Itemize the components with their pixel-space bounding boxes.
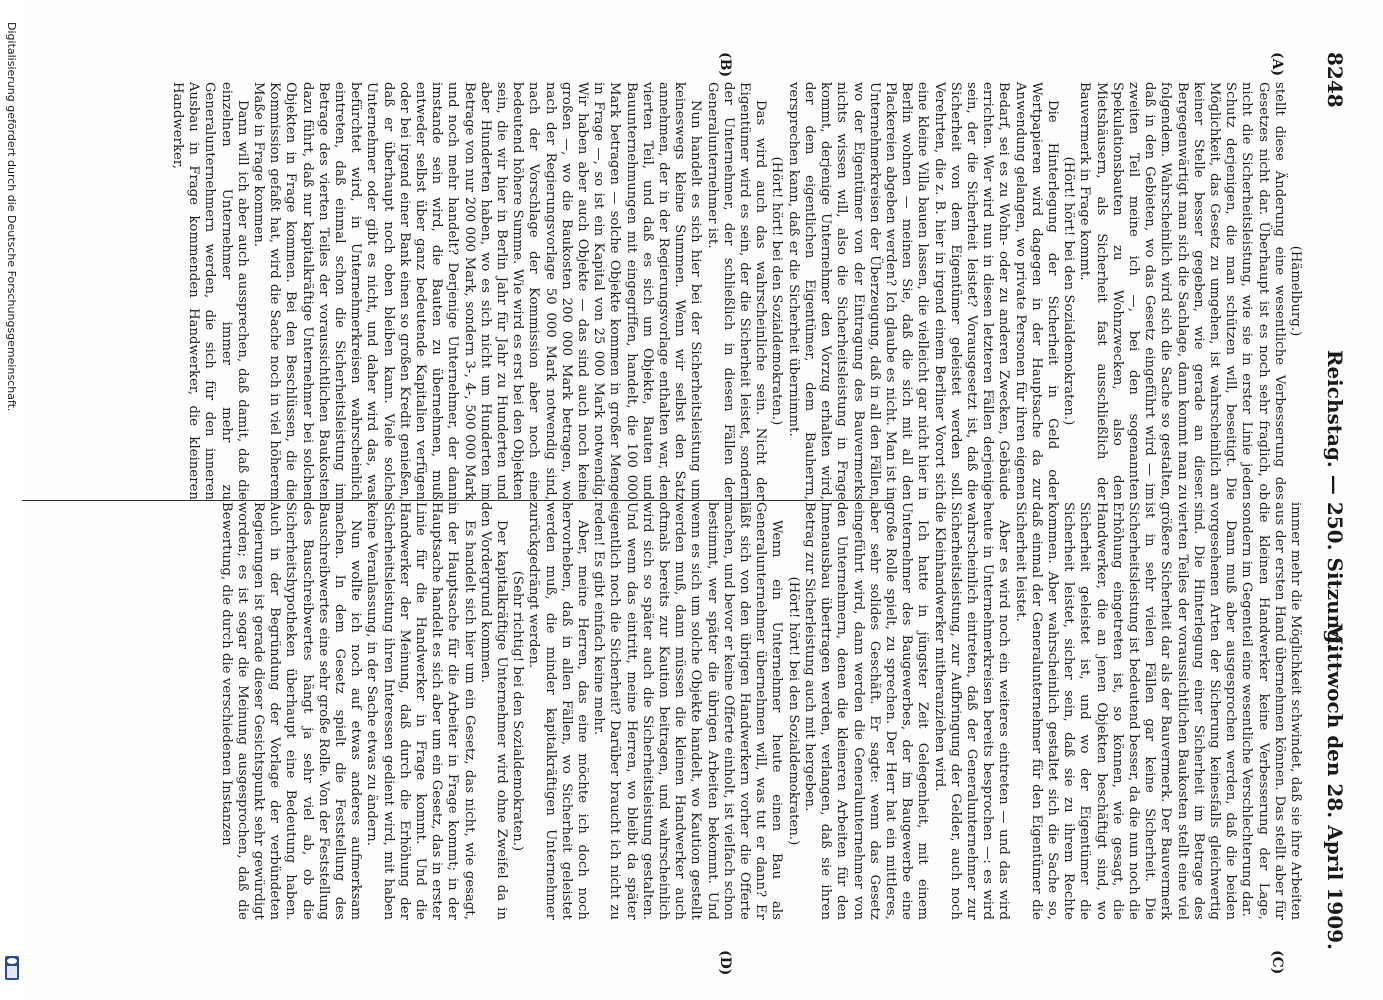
paragraph: Aber, meine Herren, das eine möchte ich doch noch hervorheben, daß in allen Fällen, wo Sicherheit geleistet werden muß, die minder kapitalkräftigen Unternehmer zurückgedrängt werden. [526,502,591,920]
right-column [217,502,1303,920]
paragraph: Dann will ich aber auch aussprechen, daß damit, daß die einzelnen Unternehmer immer mehr zu Generalunternehmern werden, die sich für den inneren Ausbau in Frage kommenden Handwerker, die kleineren Handwerker, [169,82,250,500]
paragraph: Die Hinterlegung der Sicherheit in Geld oder Wertpapieren wird dagegen in der Hauptsache da zur Anwendung gelangen, wo private Personen für ihren eigenen Bedarf, sei es zu Wohn- oder zu anderen Zwecken, Gebäude errichten. Wer wird nun in diesen letzteren Fällen derjenige sein, der die Sicherheit leistet? Vorausgesetzt ist, daß die Sicherheit von dem Eigentümer geleistet werden soll. Verehrten, die z. B. hier in irgend einem Berliner Vorort sich eine kleine Villa bauen lassen, die vielleicht gar nicht hier in Berlin wohnen — meinen Sie, daß die sich mit all den Plackereien abgeben werden? Ich glaube es nicht. Man ist in Unternehmerkreisen der Überzeugung, daß in all den Fällen, wo der Eigentümer von der Eintragung des Bauvermerks nichts wissen will, also die Sicherheitsleistung in Frage kommt, derjenige Unternehmer den Vorzug erhalten wird, der dem eigentlichen Eigentümer, dem Bauherrn, versprechen kann, daß er die Sicherheit übernimmt. [785,82,1060,500]
paragraph: immer mehr die Möglichkeit schwindet, daß sie ihre Arbeiten aus der ersten Hand übernehmen können. Das stellt aber für die kleinen Handwerker keine Verbesserung der Lage, sondern im Gegenteil eine wesentliche Verschlechterung dar. [1239,502,1303,920]
margin-marker-a: (A) [1269,52,1285,77]
paragraph: Der kapitalkräftige Unternehmer wird ohne Zweifel da in den Vordergrund kommen. [477,502,510,920]
dfg-logo-icon [5,956,19,980]
paragraph: Wenn ein Unternehmer heute einen Bau als Generalunternehmer übernehmen will, was tut er dann? Er läßt sich von den übrigen Handwerkern vorher die Offerte machen, und bevor er keine Offerte einholt, ist vielfach schon bestimmt, wer später die übrigen Arbeiten bekommt. Und wenn es sich um solche Objekte handelt, wo Kaution gestellt werden muß, dann müssen die kleinen Handwerker auch oftmals bereits zur Kaution beitragen, und wahrscheinlich wird sich so später auch die Sicherheitsleistung gestalten. Und wenn das eintritt, meine Herren, wo bleibt da später eigentlich noch die Sicherheit? Darüber braucht ich nicht zu reden! Es gibt einfach keine mehr. [591,502,785,920]
interjection: (Hört! hört! bei den Sozialdemokraten.) [1061,156,1077,426]
paragraph: Aber es wird noch ein weiteres eintreten — und das wird heute in Unternehmerkreisen bereits besprochen —: es wird wahrscheinlich eintreten, daß der Generalunternehmer zur Sicherheitsleistung, zur Aufbringung der Gelder, auch noch die Kleinhandwerker mitheranziehen wird. [931,502,1012,920]
paragraph: Dann muß aber ausgesprochen werden, daß die beiden vorgesehenen Arten der Sicherung keinesfalls gleichwertig sind. Die Hinterlegung einer Sicherheit im Betrage des vierten Teiles der voraussichtlichen Baukosten stellt eine viel größere Sicherheit dar als der Bauvermerk. Der Bauvermerk ist in sehr vielen Fällen gar keine Sicherheit. Die Sicherheitsleistung ist bedeutend besser, da die nun noch die Erhöhung eingetreten ist, so können, wie gesagt, die Handwerker, die an jenen Objekten beschäftigt sind, wo Sicherheit geleistet ist, und wo der Eigentümer die Sicherheit leistet, sicher sein, daß sie zu ihrem Rechte kommen. Aber wahrscheinlich gestaltet sich die Sache so, daß einmal der Generalunternehmer für den Eigentümer die Sicherheit leistet. [1012,502,1239,920]
session-date: Mittwoch den 28. April 1909. [1323,622,1347,950]
paragraph: Nun wollte ich noch auf etwas anderes aufmerksam machen. In dem Gesetz spielt die Feststellung des Bauschreibwertes eine sehr große Rolle. Von der Feststellung des Bauschreibwertes hängt ja sehr viel ab, ob die Sicherheitshypotheken überhaupt eine Bedeutung haben. Auch in der Begründung der Vorlage der verbündeten Regierungen ist gerade dieser Gesichtspunkt sehr gewürdigt worden; es ist sogar die Meinung ausgesprochen, daß die Bewertung, die durch die verschiedenen Instanzen [218,502,364,920]
interjection: (Hämelburg.) [1288,245,1303,337]
column-divider [13,500,893,501]
interjection: (Sehr richtig! bei den Sozialdemokraten.) [510,570,526,852]
footer [0,0,22,1000]
page-title: Reichstag. — 250. Sitzung. [1323,349,1347,651]
margin-marker-c: (C) [1269,950,1285,975]
page-header [1313,30,1353,970]
paragraph: Nun handelt es sich hier bei der Sicherheitsleistung um keineswegs kleine Summen. Wenn wir selbst den Satz annehmen, der in der Regierungsvorlage enthalten war, den vierten Teil, und daß es sich um Objekte, Bauten und Bauunternehmungen mit eingegriffen, handelt, die 100 000 Mark betragen — solche Objekte kommen in großer Menge in Frage —, so ist ein Kapital von 25 000 Mark notwendig. Wir haben aber auch Objekte — das sind auch noch keine großen —, wo die Baukosten 200 000 Mark betragen, wo nach der Regierungsvorlage 50 000 Mark notwendig sind, nach der Vorschlage der Kommission aber noch eine bedeutend höhere Summe. Wie wird es erst bei den Objekten sein, die wir hier in Berlin Jahr für Jahr zu Hunderten und aber Hunderten haben, wo es sich nicht um Hunderten im Betrage von nur 200 000 Mark, sondern 3-, 4-, 500 000 Mark und noch mehr handelt? Derjenige Unternehmer, der dann imstande sein wird, die Bauten zu übernehmen, muß entweder selbst über ganz bedeutende Kapitalien verfügen oder bei irgend einer Bank einen so großen Kredit genießen, daß er überhaupt noch oben bleiben kann. Viele solche Unternehmer oder gibt es nicht, und daher wird das, was befürchtet wird, in Unternehmerkreisen wahrscheinlich eintreten, daß einmal schon die Sicherheitsleistung im Betrage des vierten Teiles der voraussichtlichen Baukosten dazu führt, daß nur kapitalkräftige Unternehmer bei solchen Objekten in Frage kommen. Bei den Beschlüssen, die die Kommission gefaßt hat, wird die Sache noch in viel höherem Maße in Frage kommen. [251,82,704,500]
paragraph: Es handelt sich hier um ein Gesetz, das nicht, wie gesagt, in der Hauptsache für die Arbeiter in Frage kommt; in der Hauptsache handelt es sich aber um ein Gesetz, das in erster Linie für die Handwerker in Frage kommt. Und die Handwerker der Meinung, daß durch die Erhöhung der Sicherheitsleistung ihren Interessen gedient wird, mit haben keine Veranlassung, in der Sache etwas zu ändern. [364,502,477,920]
page-number: 8248 [1323,52,1347,108]
paragraph: Das wird auch das wahrscheinliche sein. Nicht der Eigentümer wird es sein, der die Sicherheit leistet, sondern der Unternehmer, der schließlich in diesen Fällen der Generalunternehmer ist. [704,82,769,500]
margin-marker-d: (D) [717,950,733,976]
margin-marker-b: (B) [717,52,733,78]
left-column [169,82,1303,500]
paragraph: Ich hatte in jüngster Zeit Gelegenheit, mit einem Unternehmer des Baugewerbes, der im Baugewerbe eine große Rolle spielt, zu sprechen. Der Herr hat ein mittleres, aber sehr solides Geschäft. Er sagte: wenn das Gesetz eingeführt wird, dann werden die Generalunternehmer von den Unternehmern, denen die kleineren Arbeiten für den Innenausbau übertragen werden, verlangen, daß sie ihren Betrag zur Sicherleistung auch mit hergeben. [801,502,931,920]
footer-credit: Digitalisierung gefördert durch die Deutsche Forschungsgemeinschaft. [5,22,18,412]
interjection: (Hört! hört! bei den Sozialdemokraten.) [785,576,801,846]
paragraph: stellt diese Änderung eine wesentliche Verbesserung des Gesetzes nicht dar. Überhaupt ist es noch sehr fraglich, ob nicht die Sicherheitsleistung, wie sie in erster Linie jeden Schutz derjenigen, die man schützen will, beseitigt. Die Möglichkeit, das Gesetz zu umgehen, ist wahrscheinlich an keiner Stelle besser gegeben, wie gerade an dieser. Bergegenwärtigt man sich die Sachlage, dann kommt man zu folgendem. Wahrscheinlich wird sich die Sache so gestalten, daß in den Gebieten, wo das Gesetz eingeführt wird — im zweiten Teil meine ich —, bei den sogenannten Spekulationsbauten zu Wohnzwecken, also den Mietshäusern, als Sicherheit fast ausschließlich der Bauvermerk in Frage kommt. [1077,82,1287,500]
interjection: (Hört! hört! bei den Sozialdemokraten.) [769,156,785,426]
